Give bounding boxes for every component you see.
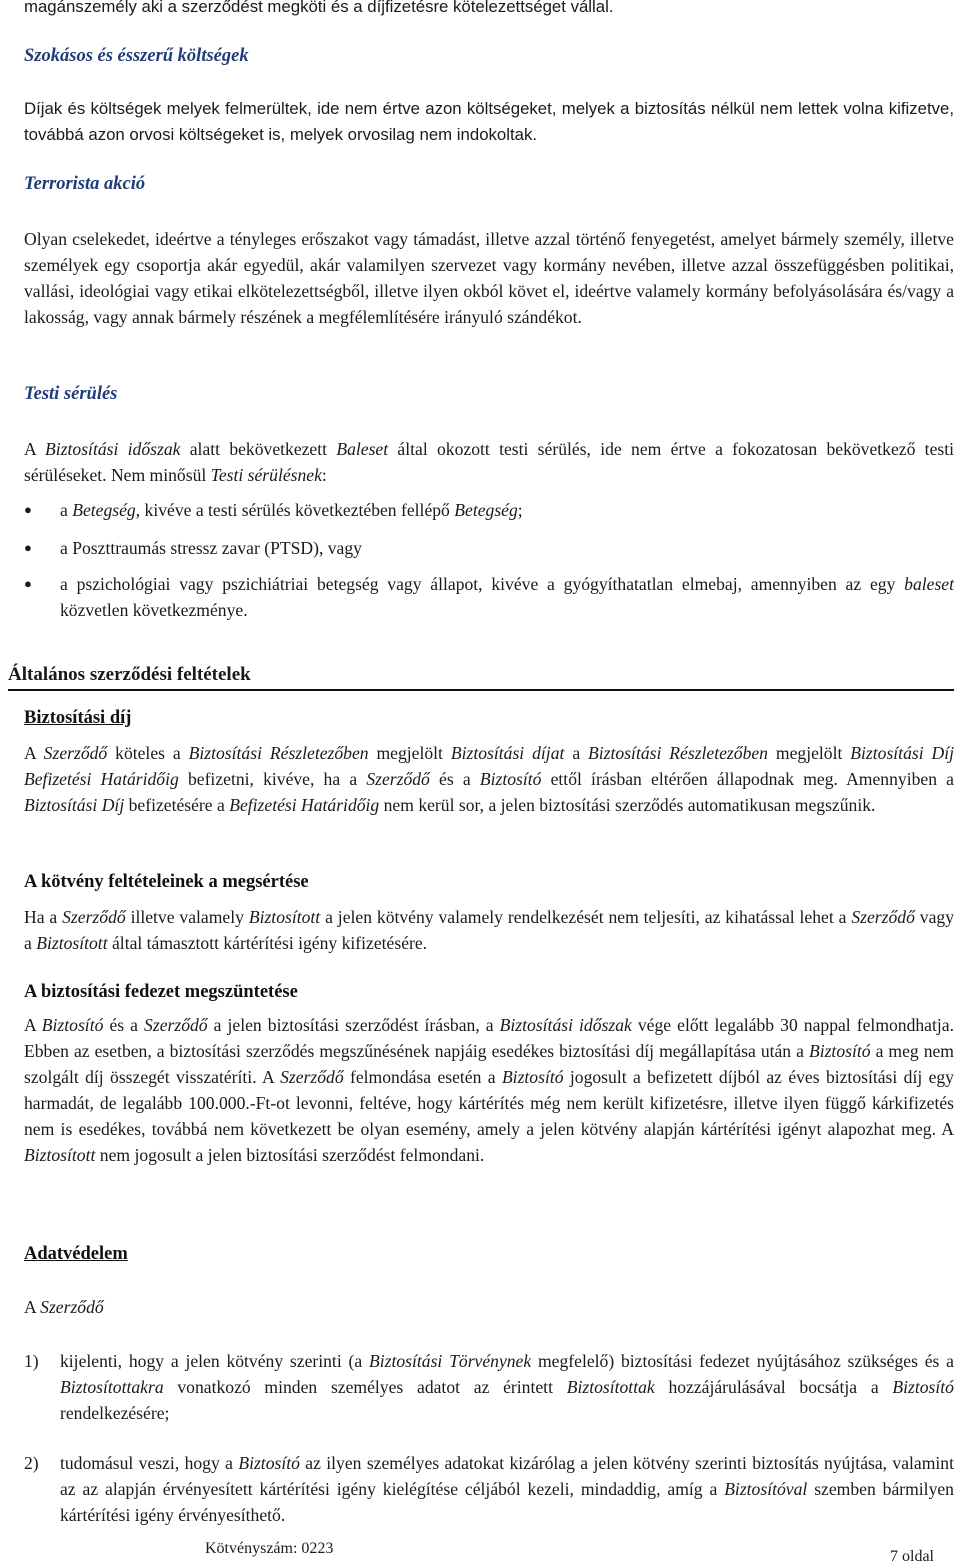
list-item: 1) kijelenti, hogy a jelen kötvény szerinti (a Biztosítási Törvénynek megfelelő) biztosítási fedezet nyújtásához szükséges és a Biztosítottakra vonatkozó minden személyes adatot az érintett Biztosítottak hozzájárulásával bocsátja a Biztosító rendelkezésére; [24,1351,954,1423]
section-text-injury: A Biztosítási időszak alatt bekövetkezett Baleset által okozott testi sérülés, ide nem értve a fokozatosan bekövetkező testi sérüléseket. Nem minősül Testi sérülésnek: [24,439,955,485]
section-text-breach: Ha a Szerződő illetve valamely Biztosított a jelen kötvény valamely rendelkezését nem teljesíti, az kihatással lehet a Szerződő vagy a Biztosított által támasztott kártérítési igény kifizetésére. [24,907,954,953]
list-item: 2) tudomásul veszi, hogy a Biztosító az ilyen személyes adatokat kizárólag a jelen kötvény szerinti biztosítás nyújtása, valamint az az alapján érvényesített kártérítési igény kielégítése céljából kezeli, mindaddig, amíg a Biztosítóval szemben bármilyen kártérítési igény érvényesíthető. [24,1453,954,1525]
section-title-privacy: Adatvédelem [24,1244,128,1264]
section-title-premium: Biztosítási díj [24,708,132,728]
list-item: ● a Betegség, kivéve a testi sérülés következtében fellépő Betegség; [24,497,954,523]
section-title-termination: A biztosítási fedezet megszüntetése [24,982,298,1002]
section-text-termination: A Biztosító és a Szerződő a jelen biztosítási szerződést írásban, a Biztosítási időszak vége előtt legalább 30 nappal felmondhatja. Ebben az esetben, a biztosítási szerződés megszűnésének napjáig esedékes biztosítási díj megállapítása után a Biztosító a meg nem szolgált díj összegét visszatéríti. A Szerződő felmondása esetén a Biztosító jogosult a befizetett díjból az éves biztosítási díj egy harmadát, de legalább 100.000.-Ft-ot levonni, feltéve, hogy kártérítés még nem került kifizetésre, illetve ilyen függő kárkifizetés nem is esedékes, továbbá nem következett be olyan esemény, amely a jelen kötvény alapján kártérítési igényt alapozhat meg. A Biztosított nem jogosult a jelen biztosítási szerződést felmondani. [24,1015,954,1165]
section-title-injury: Testi sérülés [24,384,118,404]
section-title-costs: Szokásos és ésszerű költségek [24,46,249,66]
list-item: ● a pszichológiai vagy pszichiátriai betegség vagy állapot, kivéve a gyógyíthatatlan elmebaj, amennyiben az egy baleset közvetlen következménye. [24,571,954,623]
section-title-terror: Terrorista akció [24,174,146,194]
section-text-premium: A Szerződő köteles a Biztosítási Részletezőben megjelölt Biztosítási díjat a Biztosítási Részletezőben megjelölt Biztosítási Díj Befizetési Határidőig befizetni, kivéve, ha a Szerződő és a Biztosító ettől írásban eltérően állapodnak meg. Amennyiben a Biztosítási Díj befizetésére a Befizetési Határidőig nem kerül sor, a jelen biztosítási szerződés automatikusan megszűnik. [24,743,955,815]
page-number: 7 oldal [890,1548,934,1565]
section-title-breach: A kötvény feltételeinek a megsértése [24,872,309,892]
top-line: magánszemély aki a szerződést megköti és a díjfizetésre kötelezettséget vállal. [24,0,614,16]
policy-number: Kötvényszám: 0223 [205,1540,334,1557]
privacy-intro: A Szerződő [24,1297,104,1317]
section-text-costs: Díjak és költségek melyek felmerültek, ide nem értve azon költségeket, melyek a biztosítás nélkül nem lettek volna kifizetve, továbbá azon orvosi költségeket is, melyek orvosilag nem indokoltak. [24,99,954,144]
section-text-terror: Olyan cselekedet, ideértve a tényleges erőszakot vagy támadást, illetve azzal történő fenyegetést, amelyet bármely személy, illetve személyek egy csoportja akár egyedül, akár valamilyen szervezet vagy kormány nevében, illetve azzal összefüggésben politikai, vallási, ideológiai vagy etikai elkötelezettségből, illetve ilyen okból követ el, ideértve valamely kormány befolyásolására és/vagy a lakosság, vagy annak bármely részének a megfélemlítésére irányuló szándékot. [24,229,954,327]
main-heading: Általános szerződési feltételek [8,664,954,691]
list-item: ● a Poszttraumás stressz zavar (PTSD), vagy [24,535,954,561]
